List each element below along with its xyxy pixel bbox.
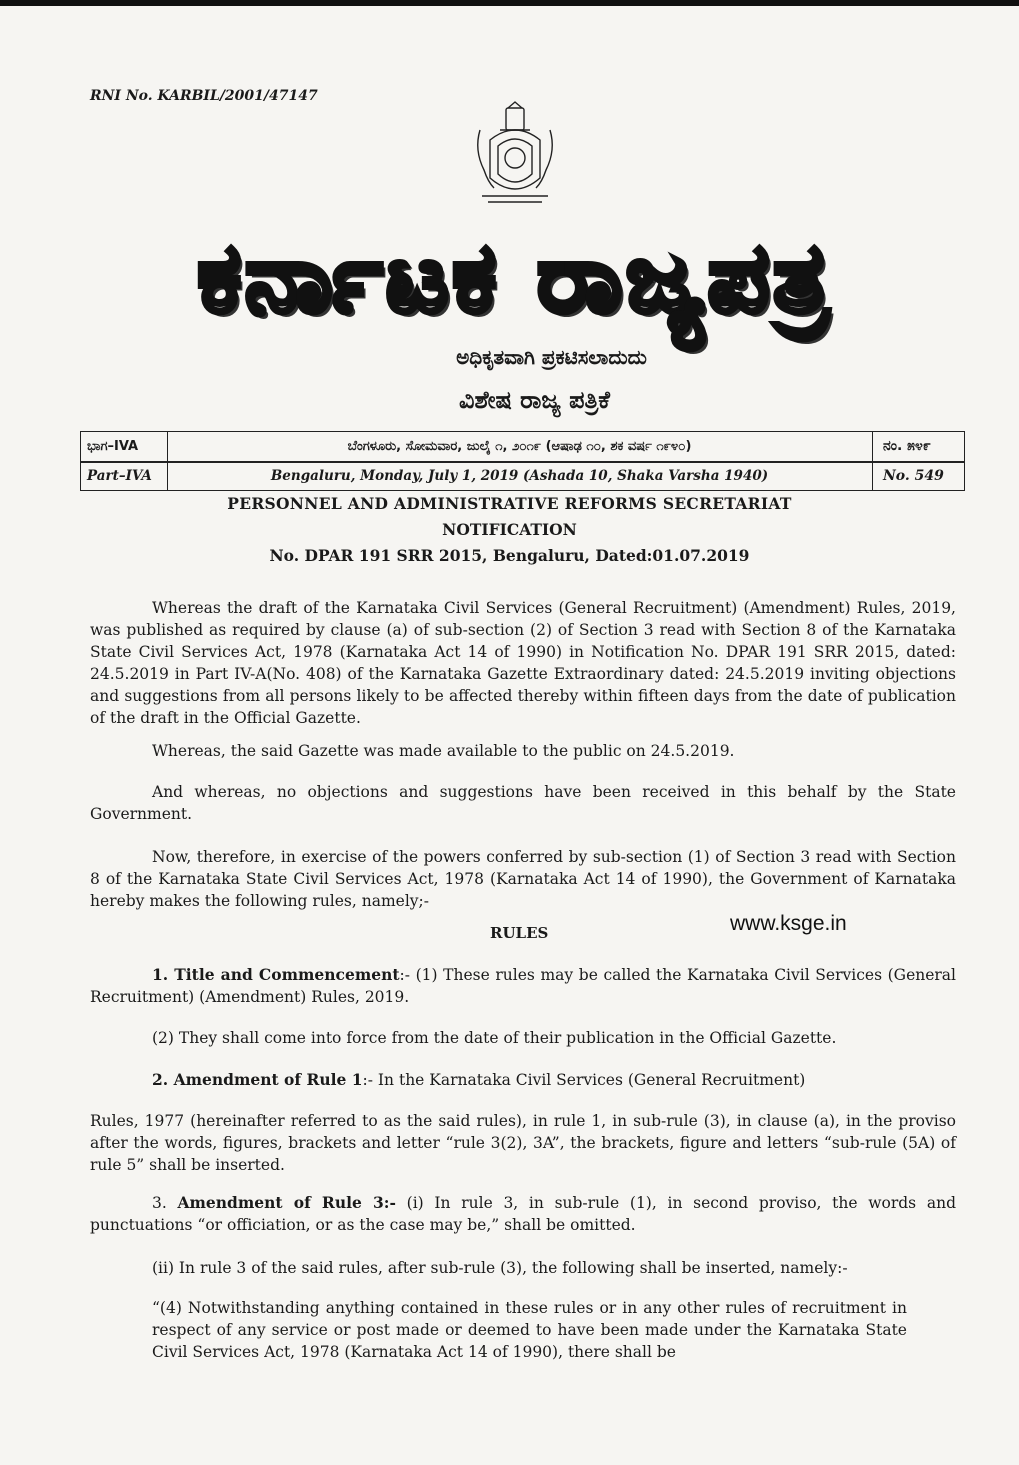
part-kannada: ಭಾಗ–IVA (87, 439, 139, 454)
notification-label: NOTIFICATION (442, 520, 577, 539)
rule-2-continuation: Rules, 1977 (hereinafter referred to as the said rules), in rule 1, in sub-rule (3), in clause (a), in the proviso after the words, figures, brackets and letter “rule 3(2), 3A”, the brackets, figure and letters “sub-rule (5A) of rule 5” shall be inserted. (90, 1112, 956, 1174)
rule-1 (90, 964, 956, 1008)
department-heading: PERSONNEL AND ADMINISTRATIVE REFORMS SECRETARIAT (227, 494, 792, 513)
rule-3-text: (i) In rule 3, in sub-rule (1), in second proviso, the words and punctuations “or officiation, or as the case may be,” shall be omitted. (90, 1194, 956, 1234)
rule-2 (90, 1069, 956, 1091)
info-divider (81, 461, 964, 463)
paragraph-whereas-gazette: Whereas, the said Gazette was made available to the public on 24.5.2019. (152, 742, 735, 760)
rule-3-title: Amendment of Rule 3:- (177, 1193, 396, 1212)
rule-2-text: :- In the Karnataka Civil Services (General Recruitment) (362, 1071, 806, 1089)
notification-reference: No. DPAR 191 SRR 2015, Bengaluru, Dated:01.07.2019 (269, 546, 750, 565)
rule-3-clause-ii: (ii) In rule 3 of the said rules, after sub-rule (3), the following shall be inserted, namely:- (152, 1259, 848, 1277)
rules-heading: RULES (490, 924, 549, 942)
rule-3-sub-rule-4: “(4) Notwithstanding anything contained in these rules or in any other rules of recruitment in respect of any service or post made or deemed to have been made under the Karnataka State Civil Services Act, 1978 (Karnataka Act 14 of 1990), there shall be (152, 1299, 907, 1361)
paragraph-whereas-draft: Whereas the draft of the Karnataka Civil Services (General Recruitment) (Amendment) Rules, 2019, was published as required by clause (a) of sub-section (2) of Section 3 read with Section 8 of the Karnataka State Civil Services Act, 1978 (Karnataka Act 14 of 1990) in Notification No. DPAR 191 SRR 2015, dated: 24.5.2019 in Part IV-A(No. 408) of the Karnataka Gazette Extraordinary dated: 24.5.2019 inviting objections and suggestions from all persons likely to be affected thereby within fifteen days from the date of publication of the draft in the Official Gazette. (90, 599, 956, 727)
paragraph-no-objections: And whereas, no objections and suggestions have been received in this behalf by the State Government. (90, 783, 956, 823)
scan-edge (0, 0, 1019, 6)
masthead-title: ಕರ್ನಾಟಕ ರಾಜ್ಯಪತ್ರ (197, 222, 833, 334)
rule-3 (90, 1192, 956, 1236)
date-english: Bengaluru, Monday, July 1, 2019 (Ashada 10, Shaka Varsha 1940) (270, 468, 769, 484)
rule-2-title: 2. Amendment of Rule 1 (152, 1070, 363, 1089)
part-english: Part–IVA (87, 468, 152, 484)
date-kannada: ಬೆಂಗಳೂರು, ಸೋಮವಾರ, ಜುಲೈ ೧, ೨೦೧೯ (ಆಷಾಢ ೧೦, ಶಕ ವರ್ಷ ೧೯೪೦) (347, 439, 692, 454)
rule-1-text: :- (1) These rules may be called the Karnataka Civil Services (General Recruitment) (Amendment) Rules, 2019. (90, 966, 957, 1006)
number-english: No. 549 (883, 468, 944, 484)
masthead-tagline: ಅಧಿಕೃತವಾಗಿ ಪ್ರಕಟಿಸಲಾದುದು (456, 345, 647, 369)
state-emblem-icon (470, 100, 560, 210)
masthead-subtitle: ವಿಶೇಷ ರಾಜ್ಯ ಪತ್ರಿಕೆ (458, 386, 610, 414)
number-kannada: ನಂ. ೫೪೯ (883, 438, 931, 454)
website-watermark[interactable]: www.ksge.in (730, 912, 847, 935)
issue-info-box (80, 431, 965, 491)
bleed-through-footer (330, 1375, 690, 1385)
rni-number: RNI No. KARBIL/2001/47147 (90, 88, 318, 104)
rule-1-clause-2: (2) They shall come into force from the date of their publication in the Official Gazette. (152, 1029, 837, 1047)
masthead (105, 218, 925, 338)
rule-1-title: 1. Title and Commencement (152, 965, 400, 984)
paragraph-now-therefore: Now, therefore, in exercise of the powers conferred by sub-section (1) of Section 3 read with Section 8 of the Karnataka State Civil Services Act, 1978 (Karnataka Act 14 of 1990), the Government of Karnataka hereby makes the following rules, namely;- (90, 848, 956, 910)
rule-3-number: 3. (152, 1194, 167, 1212)
